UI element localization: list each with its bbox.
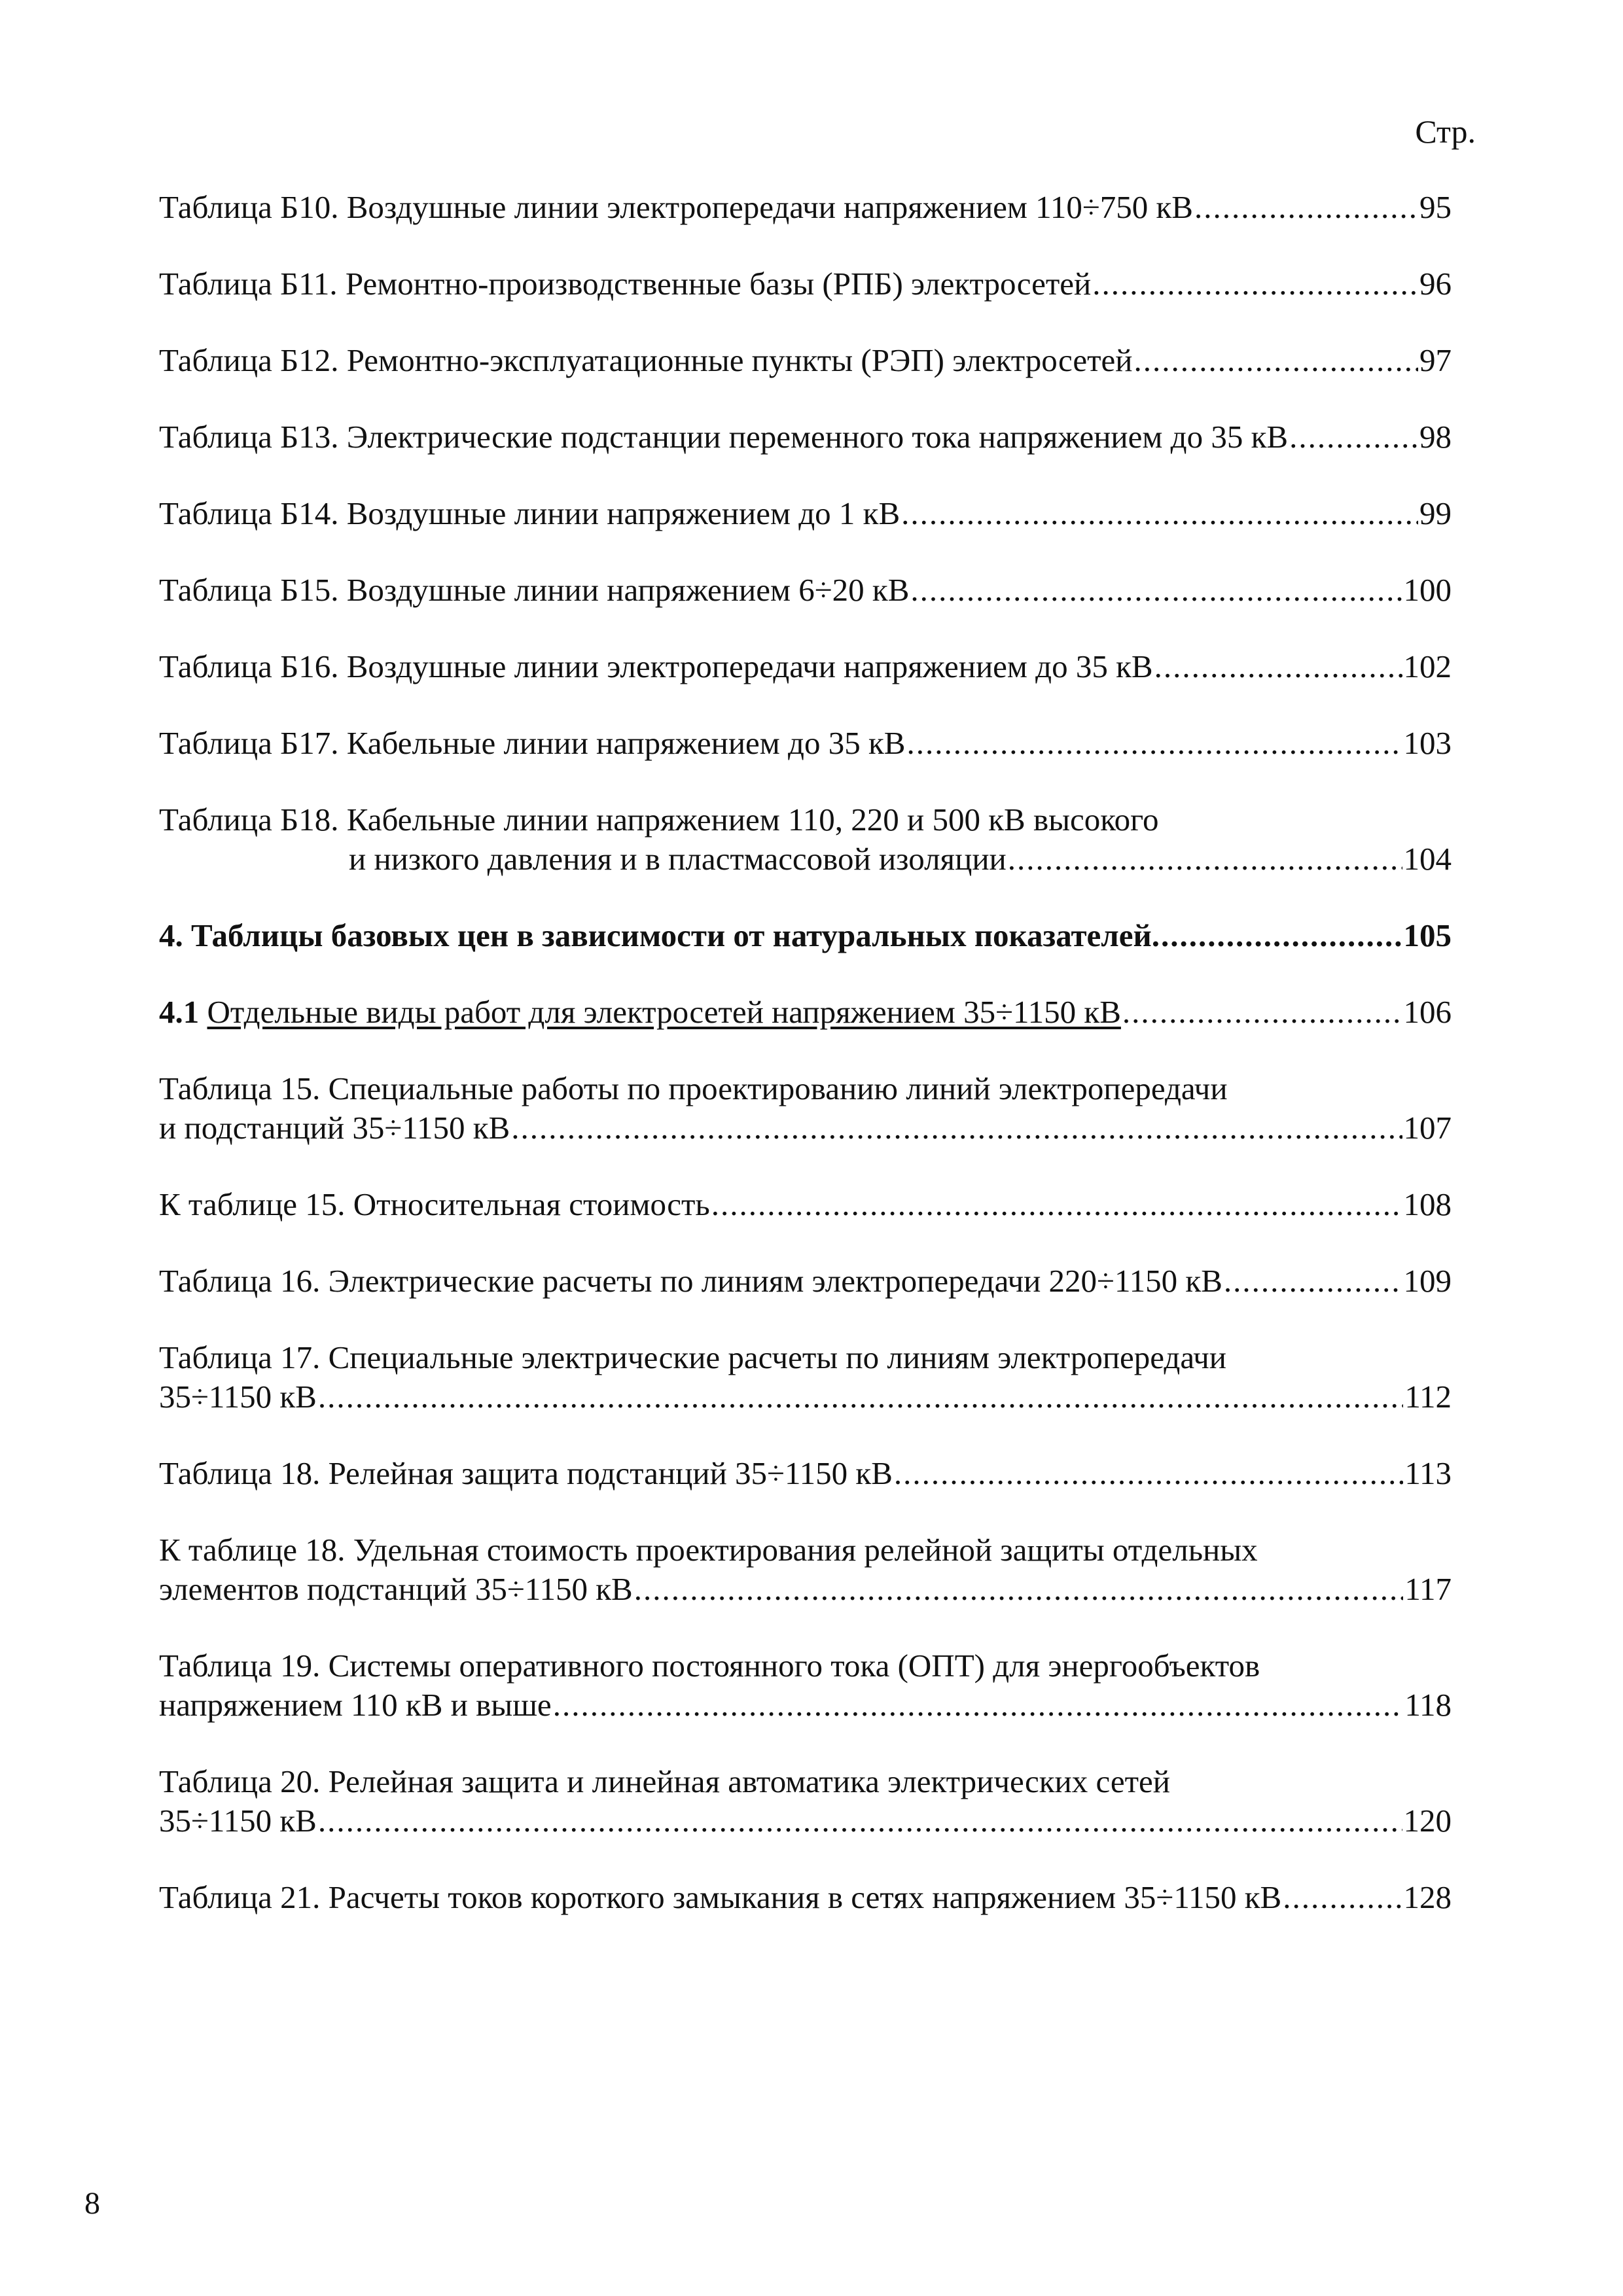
toc-entry-title: Таблица Б11. Ремонтно-производственные базы (РПБ) электросетей (159, 266, 1092, 302)
dot-leader (511, 1108, 1402, 1148)
toc-entry-16 (159, 1262, 1452, 1301)
toc-entry-b17 (159, 724, 1452, 763)
toc-entry-title: Таблица Б17. Кабельные линии напряжением до 35 кВ (159, 725, 906, 761)
toc-entry-b14 (159, 494, 1452, 533)
toc-entry-title-continuation: 35÷1150 кВ (159, 1379, 317, 1415)
toc-entry-title: Таблица 21. Расчеты токов короткого замыкания в сетях напряжением 35÷1150 кВ (159, 1879, 1282, 1915)
toc-entry-title-continuation: и подстанций 35÷1150 кВ (159, 1110, 510, 1146)
toc-entry-page: 98 (1419, 419, 1452, 455)
toc-entry-page: 95 (1419, 189, 1452, 225)
toc-entry-20 (159, 1762, 1452, 1841)
dot-leader (901, 494, 1418, 533)
toc-entry-title-continuation: 35÷1150 кВ (159, 1803, 317, 1839)
toc-entry-page: 113 (1404, 1455, 1452, 1491)
toc-entry-title-continuation: напряжением 110 кВ и выше (159, 1687, 552, 1723)
toc-entry-to-18 (159, 1530, 1452, 1609)
toc-entry-page: 109 (1403, 1263, 1452, 1299)
toc-entry-title-first-line: К таблице 18. Удельная стоимость проектирования релейной защиты отдельных (159, 1532, 1258, 1568)
toc-entry-title: Таблица Б10. Воздушные линии электропередачи напряжением 110÷750 кВ (159, 189, 1193, 225)
toc-entry-page: 106 (1403, 994, 1452, 1030)
toc-entry-title: Таблица Б14. Воздушные линии напряжением до 1 кВ (159, 495, 901, 531)
dot-leader (910, 571, 1402, 610)
toc-entry-page: 102 (1403, 648, 1452, 684)
dot-leader (318, 1377, 1403, 1417)
toc-entry-title-first-line: Таблица 15. Специальные работы по проектированию линий электропередачи (159, 1070, 1228, 1106)
toc-entry-page: 128 (1403, 1879, 1452, 1915)
toc-entry-15 (159, 1069, 1452, 1148)
toc-entry-b16 (159, 647, 1452, 686)
dot-leader (1283, 1878, 1402, 1917)
dot-leader (1194, 188, 1418, 227)
toc-entry-page: 120 (1403, 1803, 1452, 1839)
toc-entry-page: 107 (1403, 1110, 1452, 1146)
toc-entry-title-continuation: и низкого давления и в пластмассовой изоляции (349, 841, 1007, 877)
dot-leader (711, 1185, 1402, 1224)
page-number: 8 (84, 2186, 100, 2221)
toc-entry-title: Таблица Б15. Воздушные линии напряжением 6÷20 кВ (159, 572, 910, 608)
toc-entry-to-15 (159, 1185, 1452, 1224)
toc-subsection-title: Отдельные виды работ для электросетей напряжением 35÷1150 кВ (207, 994, 1121, 1030)
toc-entry-title: К таблице 15. Относительная стоимость (159, 1186, 710, 1222)
toc-entry-title: Таблица Б13. Электрические подстанции переменного тока напряжением до 35 кВ (159, 419, 1289, 455)
dot-leader (906, 724, 1402, 763)
toc-entry-page: 117 (1404, 1571, 1452, 1607)
toc-entry-page: 97 (1419, 342, 1452, 378)
dot-leader (1161, 916, 1402, 955)
dot-leader (1122, 993, 1402, 1032)
toc-entry-title-first-line: Таблица 17. Специальные электрические расчеты по линиям электропередачи (159, 1339, 1226, 1375)
toc-entry-page: 100 (1403, 572, 1452, 608)
toc-entry-title: Таблица 16. Электрические расчеты по линиям электропередачи 220÷1150 кВ (159, 1263, 1222, 1299)
dot-leader (553, 1686, 1404, 1725)
toc-section-4 (159, 916, 1452, 955)
toc-entry-18 (159, 1454, 1452, 1493)
toc-entry-page: 99 (1419, 495, 1452, 531)
toc-entry-b18 (159, 800, 1452, 879)
toc-entry-title-first-line: Таблица 20. Релейная защита и линейная автоматика электрических сетей (159, 1763, 1170, 1799)
toc-subsection-number: 4.1 (159, 994, 200, 1030)
toc-entry-page: 105 (1403, 917, 1452, 953)
toc-entry-b13 (159, 417, 1452, 457)
dot-leader (318, 1801, 1402, 1841)
toc-entry-page: 104 (1403, 841, 1452, 877)
toc-entry-title: Таблица Б12. Ремонтно-эксплуатационные пункты (РЭП) электросетей (159, 342, 1133, 378)
dot-leader (1289, 417, 1418, 457)
toc-entry-b12 (159, 341, 1452, 380)
toc-entry-page: 108 (1403, 1186, 1452, 1222)
toc-entry-b10 (159, 188, 1452, 227)
table-of-contents (159, 188, 1452, 1954)
toc-entry-page: 103 (1403, 725, 1452, 761)
dot-leader (1008, 839, 1402, 879)
toc-section-title: 4. Таблицы базовых цен в зависимости от натуральных показателей. (159, 917, 1160, 953)
toc-entry-b11 (159, 264, 1452, 304)
toc-entry-b15 (159, 571, 1452, 610)
dot-leader (1154, 647, 1402, 686)
toc-entry-page: 118 (1404, 1687, 1452, 1723)
dot-leader (1224, 1262, 1402, 1301)
dot-leader (1092, 264, 1418, 304)
dot-leader (1133, 341, 1418, 380)
toc-entry-title-first-line: Таблица Б18. Кабельные линии напряжением 110, 220 и 500 кВ высокого (159, 802, 1159, 838)
toc-entry-21 (159, 1878, 1452, 1917)
toc-entry-page: 96 (1419, 266, 1452, 302)
toc-entry-title: Таблица Б16. Воздушные линии электропередачи напряжением до 35 кВ (159, 648, 1153, 684)
toc-entry-title-continuation: элементов подстанций 35÷1150 кВ (159, 1571, 633, 1607)
page-column-label: Стр. (1415, 113, 1476, 150)
toc-entry-page: 112 (1404, 1379, 1452, 1415)
toc-entry-19 (159, 1646, 1452, 1725)
toc-entry-title-first-line: Таблица 19. Системы оперативного постоянного тока (ОПТ) для энергообъектов (159, 1648, 1260, 1684)
toc-subsection-4-1 (159, 993, 1452, 1032)
dot-leader (634, 1570, 1404, 1609)
dot-leader (894, 1454, 1403, 1493)
toc-entry-17 (159, 1338, 1452, 1417)
toc-entry-title: Таблица 18. Релейная защита подстанций 35÷1150 кВ (159, 1455, 893, 1491)
